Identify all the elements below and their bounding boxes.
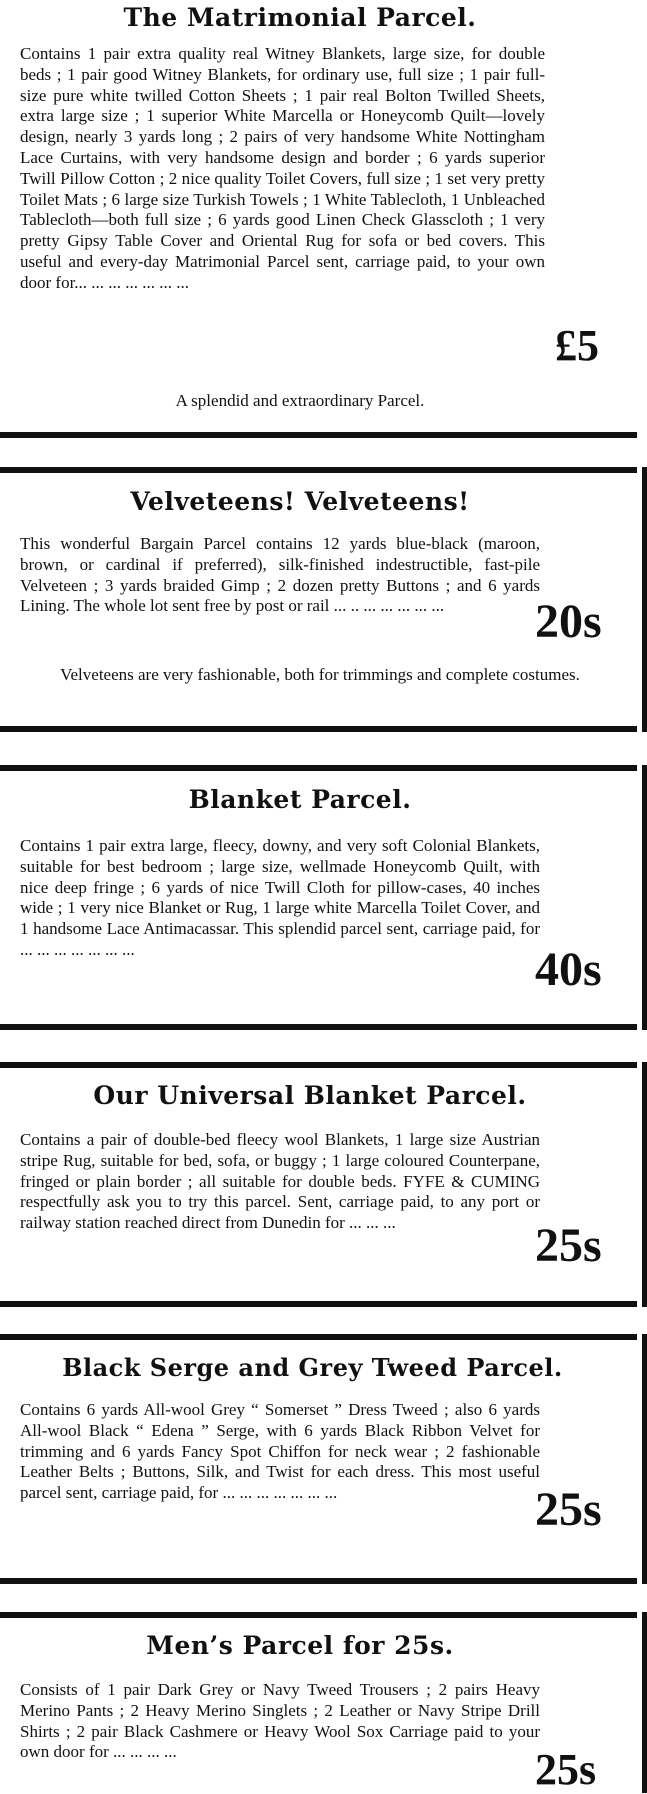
parcel-description: Consists of 1 pair Dark Grey or Navy Tweed Trousers ; 2 pairs Heavy Merino Pants ; 2 Heavy Merino Singlets ; 2 Leather or Navy Stripe Drill Shirts ; 2 pair Black Cashmere or Heavy Wool Sox Carriage paid to your own door for ... ... ... ... bbox=[20, 1680, 540, 1762]
divider-rule bbox=[0, 1301, 637, 1307]
divider-rule bbox=[0, 1024, 637, 1030]
parcel-footer: A splendid and extraordinary Parcel. bbox=[175, 391, 425, 410]
parcel-description: Contains 6 yards All-wool Grey “ Somerset ” Dress Tweed ; also 6 yards All-wool Black “ Edena ” Serge, with 6 yards Black Ribbon Velvet for trimming and 6 yards Fancy Spot Chiffon for neck wear ; 2 fashionable Leather Belts ; Buttons, Silk, and Twist for each dress. This most useful parcel sent, carriage paid, for ... ... ... ... ... ... ... bbox=[20, 1400, 540, 1503]
border-rule bbox=[642, 765, 647, 1030]
border-rule bbox=[642, 1334, 647, 1584]
parcel-price: 25s bbox=[535, 1483, 602, 1536]
parcel-description: Contains a pair of double-bed fleecy wool Blankets, 1 large size Austrian stripe Rug, suitable for bed, sofa, or buggy ; 1 large coloured Counterpane, fringed or plain border ; all suitable for double beds. FYFE & CUMING respectfully ask you to try this parcel. Sent, carriage paid, to any port or railway station reached direct from Dunedin for ... ... ... bbox=[20, 1130, 540, 1233]
parcel-price: £5 bbox=[555, 321, 599, 370]
border-rule bbox=[642, 1612, 647, 1793]
parcel-title: Men’s Parcel for 25s. bbox=[146, 1631, 454, 1660]
parcel-price: 20s bbox=[535, 595, 602, 648]
divider-rule bbox=[0, 726, 637, 732]
divider-rule bbox=[0, 432, 637, 438]
parcel-price: 40s bbox=[535, 943, 602, 996]
parcel-description: Contains 1 pair extra quality real Witney Blankets, large size, for double beds ; 1 pair good Witney Blankets, for ordinary use, full size ; 1 pair full-size pure white twilled Cotton Sheets ; 1 pair real Bolton Twilled Sheets, extra large size ; 1 superior White Marcella or Honeycomb Quilt—lovely design, nearly 3 yards long ; 2 pairs of very handsome White Nottingham Lace Curtains, with very handsome design and border ; 6 yards superior Twill Pillow Cotton ; 2 nice quality Toilet Covers, full size ; 1 set very pretty Toilet Mats ; 6 large size Turkish Towels ; 1 White Tablecloth, 1 Unbleached Tablecloth—both full size ; 6 yards good Linen Check Glasscloth ; 1 very pretty Gipsy Table Cover and Oriental Rug for sofa or bed covers. This useful and every-day Matrimonial Parcel sent, carriage paid, to your own door for... ... ... ... ... ... ... bbox=[20, 44, 545, 292]
parcel-title: The Matrimonial Parcel. bbox=[123, 3, 477, 32]
border-rule bbox=[642, 1062, 647, 1307]
border-rule bbox=[642, 467, 647, 732]
parcel-title: Velveteens! Velveteens! bbox=[130, 487, 470, 516]
parcel-footer: Velveteens are very fashionable, both for trimmings and complete costumes. bbox=[60, 665, 580, 684]
divider-rule bbox=[0, 1578, 637, 1584]
divider-rule bbox=[0, 1062, 637, 1068]
divider-rule bbox=[0, 1612, 637, 1618]
parcel-price: 25s bbox=[535, 1219, 602, 1272]
divider-rule bbox=[0, 1334, 637, 1340]
divider-rule bbox=[0, 467, 637, 473]
parcel-price: 25s bbox=[535, 1745, 597, 1794]
parcel-title: Black Serge and Grey Tweed Parcel. bbox=[62, 1353, 563, 1382]
divider-rule bbox=[0, 765, 637, 771]
parcel-title: Our Universal Blanket Parcel. bbox=[93, 1081, 527, 1110]
parcel-title: Blanket Parcel. bbox=[188, 785, 412, 814]
parcel-description: This wonderful Bargain Parcel contains 12 yards blue-black (maroon, brown, or cardinal if preferred), silk-finished indestructible, fast-pile Velveteen ; 3 yards braided Gimp ; 2 dozen pretty Buttons ; and 6 yards Lining. The whole lot sent free by post or rail ... .. ... ... ... ... ... bbox=[20, 534, 540, 616]
parcel-description: Contains 1 pair extra large, fleecy, downy, and very soft Colonial Blankets, suitable for best bedroom ; large size, wellmade Honeycomb Quilt, with nice deep fringe ; 6 yards of nice Twill Cloth for pillow-cases, 40 inches wide ; 1 very nice Blanket or Rug, 1 large white Marcella Toilet Cover, and 1 handsome Lace Antimacassar. This splendid parcel sent, carriage paid, for ... ... ... ... ... ... ... bbox=[20, 836, 540, 959]
